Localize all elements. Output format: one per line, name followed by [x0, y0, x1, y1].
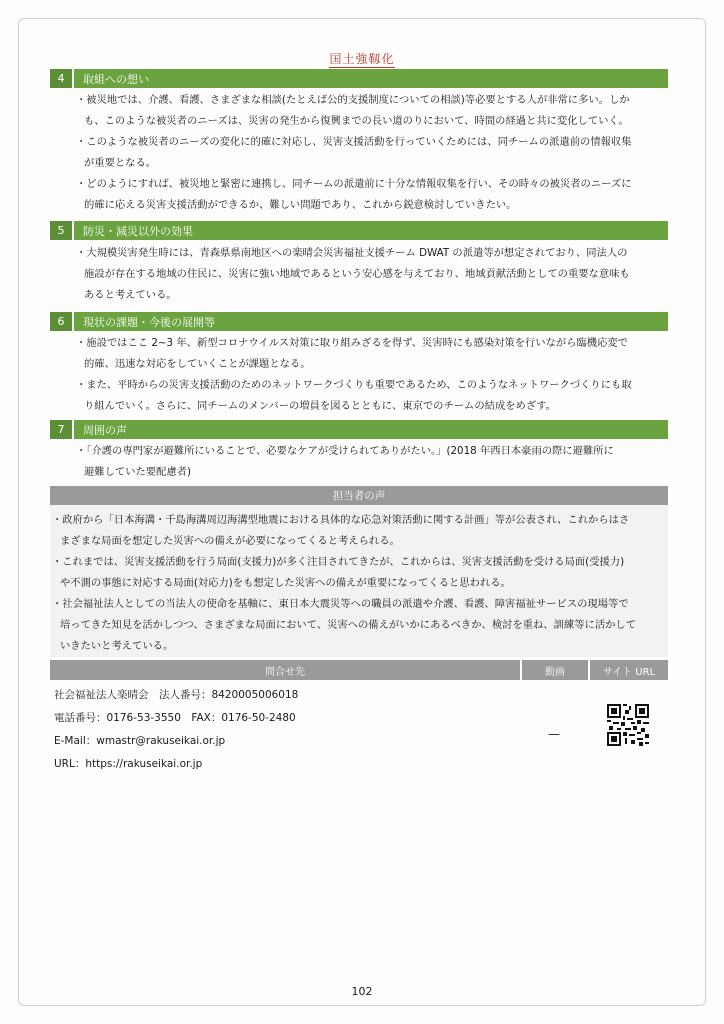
section-header-6	[50, 312, 668, 331]
text-line: ・施設ではここ 2~3 年、新型コロナウイルス対策に取り組みざるを得ず、災害時にも感染対策を行いながら臨機応変で	[76, 337, 628, 349]
text-line: まざまな局面を想定した災害への備えが必要になってくると考えられる。	[60, 535, 400, 547]
text-line: ・どのようにすれば、被災地と緊密に連携し、同チームの派遣前に十分な情報収集を行い、その時々の被災者のニーズに	[76, 178, 632, 190]
section-header-4	[50, 69, 668, 88]
text-line: 的確、迅速な対応をしていくことが課題となる。	[84, 358, 311, 370]
text-line: あると考えている。	[84, 289, 177, 301]
section-label: 周囲の声	[83, 423, 127, 437]
text-line: ・これまでは、災害支援活動を行う局面(支援力)が多く注目されてきたが、これからは、災害支援活動を受ける局面(受援力)	[52, 556, 625, 568]
section-label: 防災・減災以外の効果	[83, 224, 193, 238]
section-5-text	[76, 243, 630, 306]
text-line: 施設が存在する地域の住民に、災害に強い地域であるという安心感を与えており、地域貢献活動としての重要な意味も	[84, 268, 630, 280]
text-line: 避難していた要配慮者)	[84, 466, 191, 478]
section-4-text	[76, 90, 632, 216]
staff-voice-text	[52, 510, 636, 657]
text-line: ・「介護の専門家が避難所にいることで、必要なケアが受けられてありがたい。」(2018 年西日本豪雨の際に避難所に	[76, 445, 614, 457]
section-number: 7	[50, 420, 74, 439]
text-line: り組んでいく。さらに、同チームのメンバーの増員を図るとともに、東京でのチームの結成をめざす。	[84, 400, 556, 412]
text-line: 培ってきた知見を活かしつつ、さまざまな局面において、災害への備えがいかにあるべきか、検討を重ね、訓練等に活かして	[60, 619, 637, 631]
staff-voice-header: 担当者の声	[50, 486, 668, 505]
video-header: 動画	[522, 660, 588, 680]
org-name: 社会福祉法人楽晴会 法人番号：8420005006018	[54, 689, 299, 701]
contact-header: 問合せ先	[50, 660, 520, 680]
text-line: も、このような被災者のニーズは、災害の発生から復興までの長い道のりにおいて、時間の経過と共に変化していく。	[84, 115, 629, 127]
text-line: ・このような被災者のニーズの変化に的確に対応し、災害支援活動を行っていくためには、同チームの派遣前の情報収集	[76, 136, 632, 148]
phone-fax: 電話番号：0176-53-3550 FAX：0176-50-2480	[54, 712, 296, 724]
section-number: 6	[50, 312, 74, 331]
text-line: ・被災地では、介護、看護、さまざまな相談(たとえば公的支援制度についての相談)等必要とする人が非常に多い。しか	[76, 94, 630, 106]
text-line: が重要となる。	[84, 157, 157, 169]
section-number: 5	[50, 221, 74, 240]
page-number: 102	[351, 985, 373, 998]
email-link[interactable]: E-Mail：wmastr@rakuseikai.or.jp	[54, 735, 226, 747]
section-number: 4	[50, 69, 74, 88]
qr-code-icon[interactable]	[607, 704, 649, 746]
section-label: 取組への想い	[83, 72, 149, 86]
section-label: 現状の課題・今後の展開等	[83, 315, 215, 329]
section-6-text	[76, 333, 632, 417]
section-header-5	[50, 221, 668, 240]
text-line: ・また、平時からの災害支援活動のためのネットワークづくりも重要であるため、このようなネットワークづくりにも取	[76, 379, 632, 391]
text-line: ・大規模災害発生時には、青森県県南地区への楽晴会災害福祉支援チーム DWAT の派遣等が想定されており、同法人の	[76, 247, 628, 259]
text-line: ・政府から「日本海溝・千島海溝周辺海溝型地震における具体的な応急対策活動に関する計画」等が公表され、これからはさ	[52, 514, 630, 526]
text-line: ・社会福祉法人としての当法人の使命を基軸に、東日本大震災等への職員の派遣や介護、看護、障害福祉サービスの現場等で	[52, 598, 629, 610]
url-link[interactable]: URL：https://rakuseikai.or.jp	[54, 758, 203, 770]
video-none: —	[548, 727, 560, 741]
site-url-header: サイト URL	[590, 660, 668, 680]
section-header-7	[50, 420, 668, 439]
text-line: や不測の事態に対応する局面(対応力)をも想定した災害への備えが重要になってくると思われる。	[60, 577, 511, 589]
text-line: 的確に応える災害支援活動ができるか、難しい問題であり、これから鋭意検討していきたい。	[84, 199, 517, 211]
page-title: 国土強靱化	[329, 52, 395, 66]
section-7-text	[76, 441, 614, 483]
text-line: いきたいと考えている。	[60, 640, 174, 652]
